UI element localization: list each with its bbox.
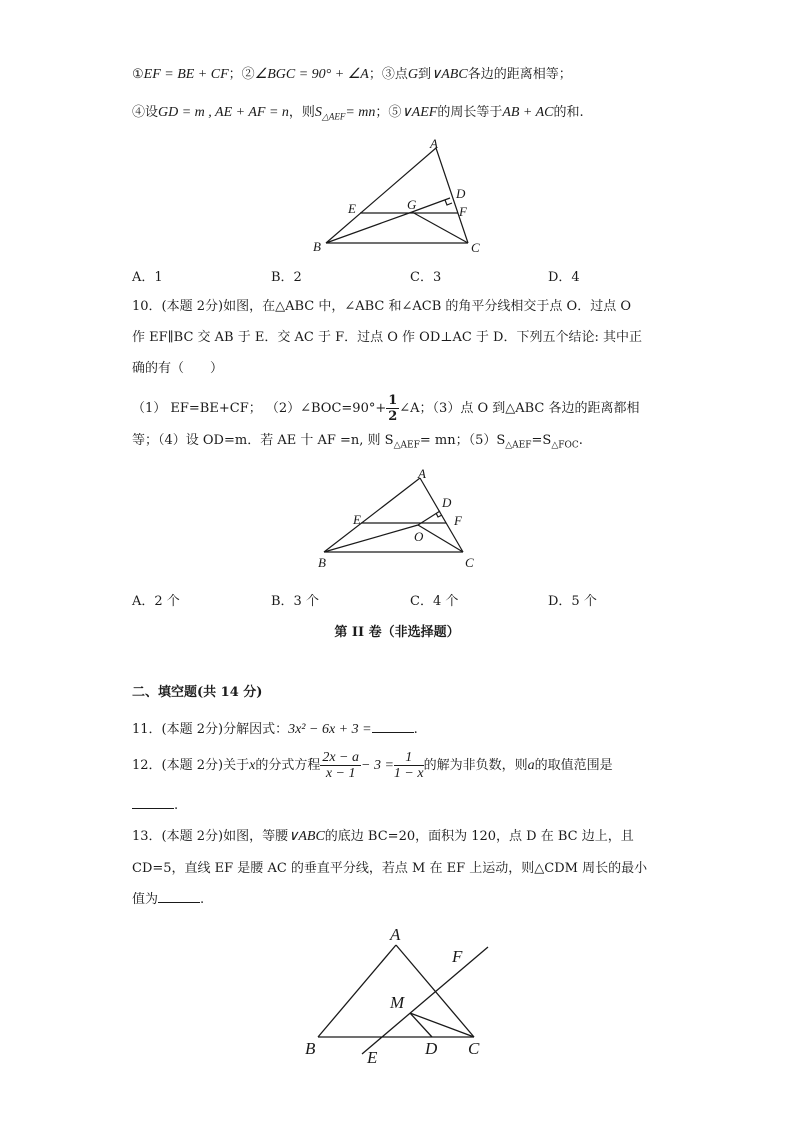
q10-label-o: O — [414, 529, 424, 544]
q10-label-f: F — [454, 513, 462, 528]
volume-title: 第 II 卷（非选择题） — [334, 625, 460, 640]
q12-text-line-1: 12．(本题 2分)关于x的分式方程 $\frac{2x - a}{x - 1}$ − 3 = $\frac{1}{1 - x}$ 的解为非负数，则a的取值范围是 — [132, 750, 613, 781]
q11-text: 11．(本题 2分)分解因式：3x² − 6x + 3 = . — [132, 722, 418, 737]
q12-text-line-2: . — [132, 796, 178, 815]
q10-label-e: E — [353, 512, 361, 527]
q9-statement-line-1: ①EF = BE + CF；②∠BGC = 90° + ∠A；③点G到∨ABC各边的距离相等； — [132, 67, 572, 82]
q13-label-c: C — [468, 1039, 480, 1058]
q13-figure — [295, 918, 505, 1068]
q9-label-a: A — [430, 136, 438, 151]
q9-right-angle-mark — [445, 200, 452, 205]
q10-text-line-5: 等；（4）设 OD=m．若 AE 十 AF =n, 则 $S_{\triangle AEF}=$ mn；$(5)S_{\triangle AEF}=S_{\triangle FOC}$. — [132, 433, 583, 451]
q9-segment-bg — [326, 212, 412, 243]
q12-fraction-left: $\frac{2x - a}{x - 1}$ — [322, 750, 359, 781]
q10-option-a[interactable]: A．2 个 — [132, 594, 180, 609]
q9-label-b: B — [313, 239, 321, 254]
q10-segment-oc — [418, 525, 463, 552]
section-title: 二、填空题(共 14 分) — [132, 685, 263, 700]
q13-answer-blank[interactable] — [158, 890, 200, 903]
q10-option-c[interactable]: C．4 个 — [410, 594, 459, 609]
q10-text-line-4: （1） EF=BE+CF； （2）∠BOC=90°+ $\frac{1}{2}$ ∠A；（3）点 O 到△ABC 各边的距离都相 — [132, 393, 640, 424]
q9-option-d[interactable]: D．4 — [548, 270, 580, 285]
q11-answer-blank[interactable] — [372, 720, 414, 733]
q10-option-b[interactable]: B．3 个 — [271, 594, 319, 609]
q13-label-f: F — [452, 947, 463, 966]
q12-answer-blank[interactable] — [132, 796, 174, 809]
q13-side-ab — [318, 945, 396, 1037]
q10-label-b: B — [318, 555, 326, 570]
q9-figure — [300, 132, 500, 257]
q9-side-ab — [326, 148, 436, 243]
q9-label-f: F — [459, 204, 467, 219]
q10-side-ab — [324, 478, 420, 552]
q9-option-a[interactable]: A．1 — [132, 270, 163, 285]
q13-label-e: E — [367, 1048, 378, 1067]
q9-option-c[interactable]: C．3 — [410, 270, 442, 285]
q13-text-line-2: CD=5，直线 EF 是腰 AC 的垂直平分线，若点 M 在 EF 上运动，则△CDM 周长的最小 — [132, 861, 648, 876]
q9-label-d: D — [456, 186, 466, 201]
q13-label-a: A — [390, 925, 401, 944]
q12-fraction-right: $\frac{1}{1 - x}$ — [393, 750, 424, 781]
q13-label-b: B — [305, 1039, 316, 1058]
q10-segment-bo — [324, 525, 418, 552]
one-half-fraction: $\frac{1}{2}$ — [388, 393, 398, 424]
q10-text-line-3: 确的有（ ） — [132, 361, 224, 376]
q9-option-b[interactable]: B．2 — [271, 270, 302, 285]
q10-text-line-1: 10．(本题 2分)如图，在△ABC 中，∠ABC 和∠ACB 的角平分线相交于点 O．过点 O — [132, 299, 631, 314]
q13-label-d: D — [425, 1039, 438, 1058]
q10-label-a: A — [418, 466, 426, 481]
q10-figure — [300, 462, 500, 577]
q10-text-line-2: 作 EF∥BC 交 AB 于 E．交 AC 于 F．过点 O 作 OD⊥AC 于 D．下列五个结论: 其中正 — [132, 330, 642, 345]
q13-label-m: M — [390, 993, 405, 1012]
q10-label-d: D — [442, 495, 452, 510]
q9-label-g: G — [407, 197, 417, 212]
q9-label-c: C — [471, 240, 480, 255]
q10-label-c: C — [465, 555, 474, 570]
q9-label-e: E — [348, 201, 356, 216]
q13-text-line-1: 13．(本题 2分)如图，等腰∨ABC的底边 BC=20，面积为 120，点 D 在 BC 边上，且 — [132, 829, 634, 844]
q13-text-line-3: 值为 . — [132, 892, 205, 907]
q9-segment-gd — [412, 198, 450, 212]
q10-option-d[interactable]: D．5 个 — [548, 594, 597, 609]
q9-statement-line-2: ④设GD = m , AE + AF = n，则$S_{\triangle AEF}=$ mn；⑤∨AEF的周长等于AB + AC的和. — [132, 105, 584, 122]
